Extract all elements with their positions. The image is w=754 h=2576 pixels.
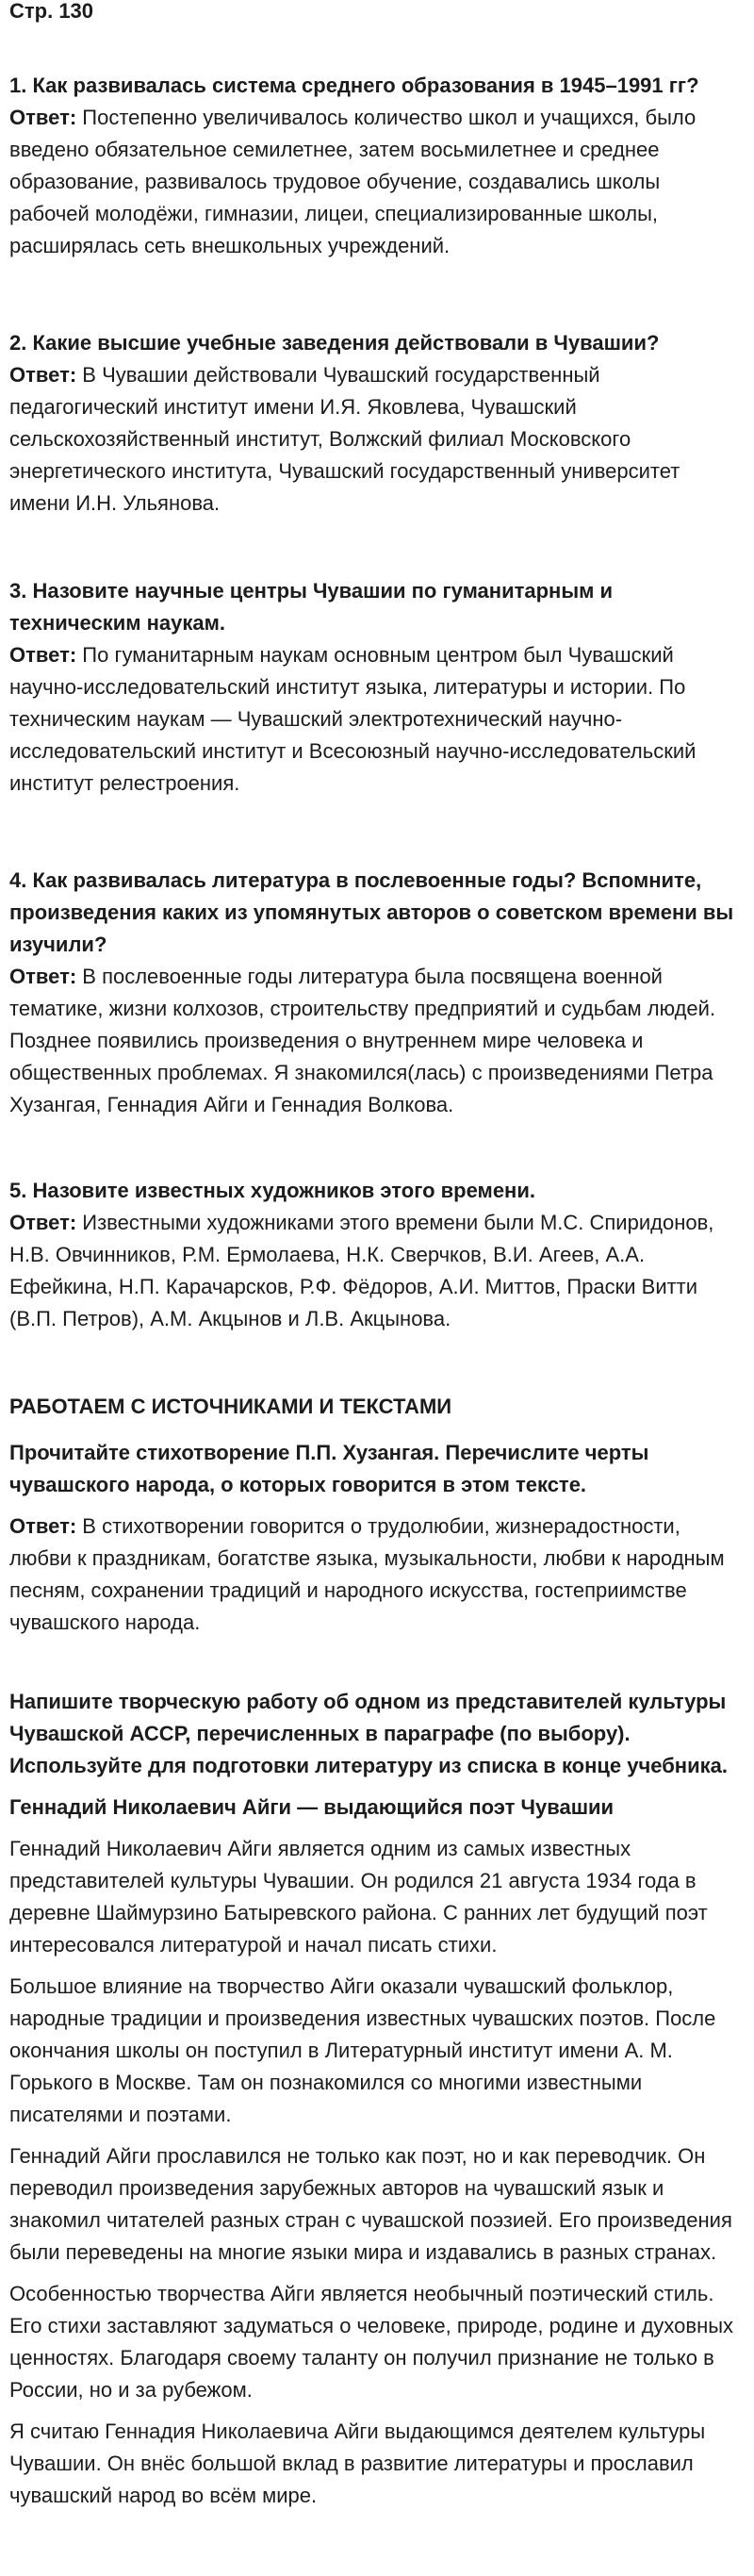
answer-lead: Ответ: (9, 1211, 77, 1234)
answer-lead: Ответ: (9, 965, 77, 988)
answer-lead: Ответ: (9, 363, 77, 387)
essay-block (9, 1686, 745, 2521)
answer-body: В послевоенные годы литература была посвящена военной тематике, жизни колхозов, строительству предприятий и судьбам людей. Позднее появились произведения о внутреннем мире человека и общественных проблемах. Я знакомился(лась) с произведениями Петра Хузангая, Геннадия Айги и Геннадия Волкова. (9, 965, 716, 1116)
question-block-1 (9, 70, 745, 262)
essay-paragraph: Геннадий Айги прославился не только как поэт, но и как переводчик. Он переводил произведения зарубежных авторов на чувашский язык и знакомил читателей разных стран с чувашской поэзией. Его произведения были переведены на многие языки мира и издавались в разных странах. (9, 2144, 732, 2264)
answer-text (9, 359, 745, 520)
task-text: Прочитайте стихотворение П.П. Хузангая. Перечислите черты чувашского народа, о которых говорится в этом тексте. (9, 1441, 649, 1496)
answer-text (9, 639, 745, 800)
answer-body: В стихотворении говорится о трудолюбии, жизнерадостности, любви к праздникам, богатстве языка, музыкальности, любви к народным песням, сохранении традиций и народного искусства, гостеприимстве чувашского народа. (9, 1514, 725, 1634)
essay-paragraph: Геннадий Николаевич Айги является одним из самых известных представителей культуры Чувашии. Он родился 21 августа 1934 года в деревне Шаймурзино Батыревского района. С ранних лет будущий поэт интересовался литературой и начал писать стихи. (9, 1837, 708, 1957)
answer-lead: Ответ: (9, 106, 77, 129)
answer-lead: Ответ: (9, 1514, 77, 1538)
answer-body: Постепенно увеличивалось количество школ и учащихся, было введено обязательное семилетнее, затем восьмилетнее и среднее образование, развивалось трудовое обучение, создавались школы рабочей молодёжи, гимназии, лицеи, специализированные школы, расширялась сеть внешкольных учреждений. (9, 106, 697, 257)
essay-task-text: Напишите творческую работу об одном из представителей культуры Чувашской АССР, перечисленных в параграфе (по выбору). Используйте для подготовки литературу из списка в конце учебника. (9, 1690, 728, 1777)
question-text: 2. Какие высшие учебные заведения действовали в Чувашии? (9, 331, 660, 355)
answer-lead: Ответ: (9, 643, 77, 667)
answer-text (9, 1207, 745, 1335)
essay-title: Геннадий Николаевич Айги — выдающийся поэт Чувашии (9, 1795, 615, 1819)
question-block-5 (9, 1175, 745, 1335)
question-text: 4. Как развивалась литература в послевоенные годы? Вспомните, произведения каких из упомянутых авторов о советском времени вы изучили? (9, 868, 734, 956)
answer-body: В Чувашии действовали Чувашский государственный педагогический институт имени И.Я. Яковлева, Чувашский сельскохозяйственный институт, Волжский филиал Московского энергетического института, Чувашский государственный университет имени И.Н. Ульянова. (9, 363, 680, 515)
answer-text (9, 961, 745, 1121)
answer-text (9, 102, 745, 262)
question-text: 5. Назовите известных художников этого времени. (9, 1179, 535, 1202)
question-block-3 (9, 575, 745, 800)
answer-body: Известными художниками этого времени были М.С. Спиридонов, Н.В. Овчинников, Р.М. Ермолаева, Н.К. Сверчков, В.И. Агеев, А.А. Ефейкина, Н.П. Карачарсков, Р.Ф. Фёдоров, А.И. Миттов, Праски Витти (В.П. Петров), А.М. Акцынов и Л.В. Акцынова. (9, 1211, 714, 1330)
page-number-heading: Стр. 130 (9, 0, 94, 23)
source-task-block (9, 1437, 745, 1639)
question-text: 3. Назовите научные центры Чувашии по гуманитарным и техническим наукам. (9, 579, 614, 635)
essay-paragraph: Я считаю Геннадия Николаевича Айги выдающимся деятелем культуры Чувашии. Он внёс большой вклад в развитие литературы и прославил чувашский народ во всём мире. (9, 2419, 706, 2507)
answer-body: По гуманитарным наукам основным центром был Чувашский научно-исследовательский институт языка, литературы и истории. По техническим наукам — Чувашский электротехнический научно-исследовательский институт и Всесоюзный научно-исследовательский институт релестроения. (9, 643, 697, 795)
question-block-4 (9, 865, 745, 1121)
essay-paragraph: Особенностью творчества Айги является необычный поэтический стиль. Его стихи заставляют задуматься о человеке, природе, родине и духовных ценностях. Благодаря своему таланту он получил признание не только в России, но и за рубежом. (9, 2282, 734, 2402)
answer-text (9, 1511, 745, 1639)
section-heading: РАБОТАЕМ С ИСТОЧНИКАМИ И ТЕКСТАМИ (9, 1395, 452, 1418)
question-block-2 (9, 327, 745, 520)
essay-paragraph: Большое влияние на творчество Айги оказали чувашский фольклор, народные традиции и произведения известных чувашских поэтов. После окончания школы он поступил в Литературный институт имени А. М. Горького в Москве. Там он познакомился со многими известными писателями и поэтами. (9, 1974, 716, 2126)
question-text: 1. Как развивалась система среднего образования в 1945–1991 гг? (9, 74, 699, 97)
